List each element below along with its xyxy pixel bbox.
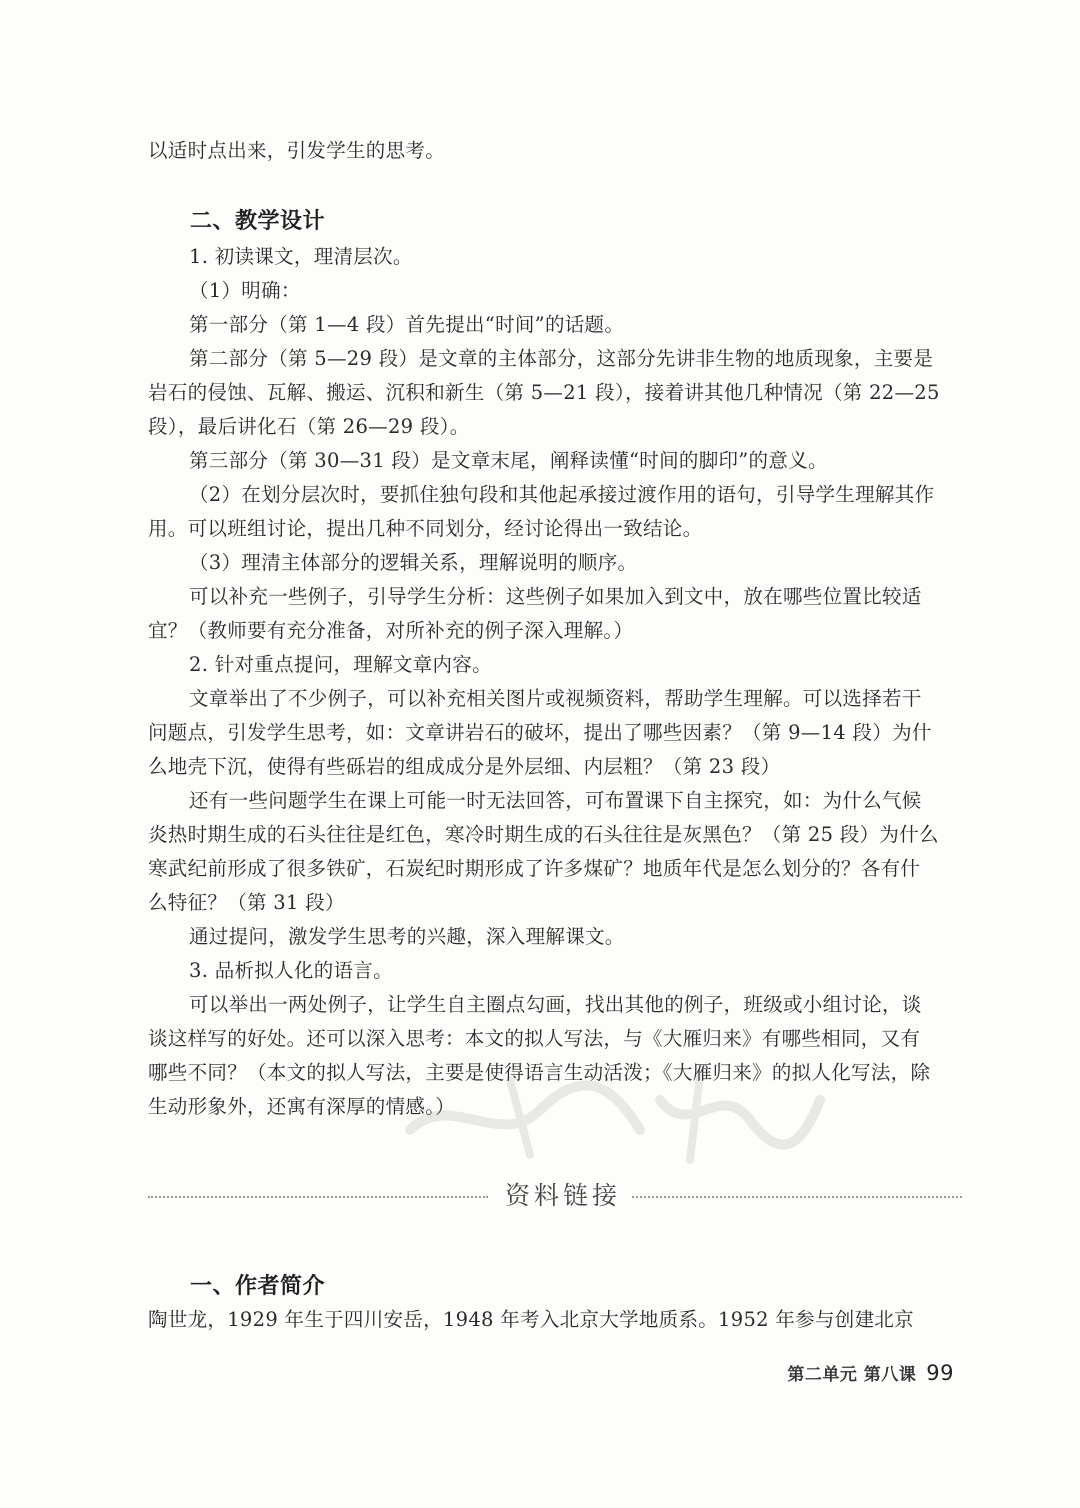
personification-line-4: 生动形象外，还寓有深厚的情感。） bbox=[148, 1095, 456, 1118]
supplement-line-2: 宜？（教师要有充分准备，对所补充的例子深入理解。） bbox=[148, 619, 634, 642]
questions-line-3: 么地壳下沉，使得有些砾岩的组成成分是外层细、内层粗？（第 23 段） bbox=[148, 755, 781, 778]
item-1-2-line-1: （2）在划分层次时，要抓住独句段和其他起承接过渡作用的语句，引导学生理解其作 bbox=[189, 483, 935, 506]
part-2-line-2: 岩石的侵蚀、瓦解、搬运、沉积和新生（第 5—21 段），接着讲其他几种情况（第 22—25 bbox=[148, 381, 940, 404]
page-number: 99 bbox=[926, 1361, 954, 1385]
personification-line-2: 谈这样写的好处。还可以深入思考：本文的拟人写法，与《大雁归来》有哪些相同，又有 bbox=[148, 1027, 921, 1050]
part-3: 第三部分（第 30—31 段）是文章末尾，阐释读懂“时间的脚印”的意义。 bbox=[189, 449, 828, 472]
page-footer bbox=[787, 1360, 954, 1385]
part-2-line-3: 段），最后讲化石（第 26—29 段）。 bbox=[148, 415, 470, 438]
via-questions: 通过提问，激发学生思考的兴趣，深入理解课文。 bbox=[189, 925, 625, 948]
divider-left bbox=[148, 1196, 488, 1198]
part-2-line-1: 第二部分（第 5—29 段）是文章的主体部分，这部分先讲非生物的地质现象，主要是 bbox=[189, 347, 934, 370]
personification-line-3: 哪些不同？（本文的拟人写法，主要是使得语言生动活泼；《大雁归来》的拟人化写法，除 bbox=[148, 1061, 931, 1084]
item-1-1: （1）明确： bbox=[189, 279, 301, 302]
item-2: 2. 针对重点提问，理解文章内容。 bbox=[189, 653, 492, 676]
part-1: 第一部分（第 1—4 段）首先提出“时间”的话题。 bbox=[189, 313, 625, 336]
author-intro-content bbox=[148, 1303, 963, 1337]
personification-line-1: 可以举出一两处例子，让学生自主圈点勾画，找出其他的例子，班级或小组讨论，谈 bbox=[189, 993, 922, 1016]
explore-line-4: 么特征？（第 31 段） bbox=[148, 891, 345, 914]
author-line-1: 陶世龙，1929 年生于四川安岳，1948 年考入北京大学地质系。1952 年参与创建北京 bbox=[148, 1308, 914, 1331]
footer-unit-lesson: 第二单元 第八课 bbox=[787, 1365, 917, 1385]
explore-line-2: 炎热时期生成的石头往往是红色，寒冷时期生成的石头往往是灰黑色？（第 25 段）为什么 bbox=[148, 823, 939, 846]
intro-paragraph bbox=[148, 134, 963, 168]
item-1: 1. 初读课文，理清层次。 bbox=[189, 245, 413, 268]
resource-links-title: 资料链接 bbox=[504, 1181, 621, 1210]
explore-line-3: 寒武纪前形成了很多铁矿，石炭纪时期形成了许多煤矿？地质年代是怎么划分的？各有什 bbox=[148, 857, 921, 880]
item-1-2-line-2: 用。可以班组讨论，提出几种不同划分，经讨论得出一致结论。 bbox=[148, 517, 703, 540]
supplement-line-1: 可以补充一些例子，引导学生分析：这些例子如果加入到文中，放在哪些位置比较适 bbox=[189, 585, 922, 608]
section-heading-author-intro: 一、作者简介 bbox=[190, 1274, 326, 1299]
calligraphy-watermark bbox=[390, 1060, 830, 1170]
questions-line-2: 问题点，引发学生思考，如：文章讲岩石的破坏，提出了哪些因素？（第 9—14 段）为什 bbox=[148, 721, 932, 744]
section-heading-teaching-design: 二、教学设计 bbox=[190, 209, 326, 234]
divider-right bbox=[632, 1196, 962, 1198]
explore-line-1: 还有一些问题学生在课上可能一时无法回答，可布置课下自主探究，如：为什么气候 bbox=[189, 789, 922, 812]
item-3: 3. 品析拟人化的语言。 bbox=[189, 959, 393, 982]
questions-line-1: 文章举出了不少例子，可以补充相关图片或视频资料，帮助学生理解。可以选择若干 bbox=[189, 687, 922, 710]
intro-line: 以适时点出来，引发学生的思考。 bbox=[148, 139, 446, 162]
teaching-design-content bbox=[148, 240, 963, 1124]
item-1-3: （3）理清主体部分的逻辑关系，理解说明的顺序。 bbox=[189, 551, 638, 574]
